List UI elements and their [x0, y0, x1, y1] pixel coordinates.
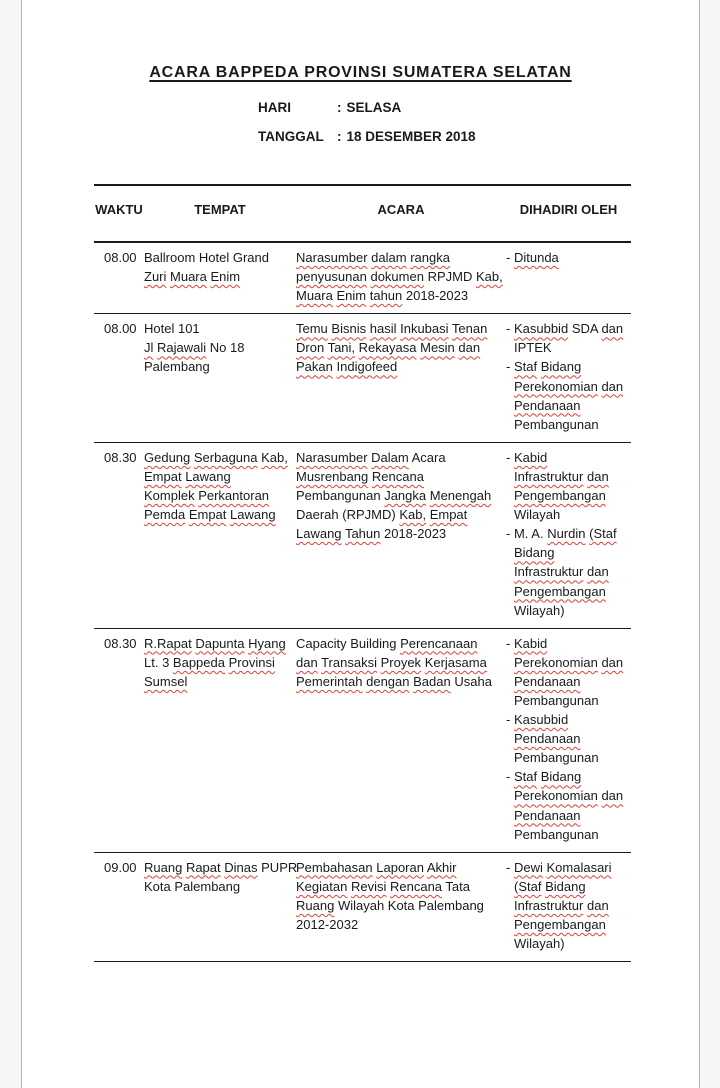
text-line: [144, 634, 296, 653]
text-line: [296, 467, 506, 486]
misspelled-word: Menengah: [429, 488, 492, 504]
misspelled-word: Bidang: [514, 545, 555, 561]
cell-dihadiri: [506, 858, 631, 953]
text-line: [296, 357, 506, 376]
misspelled-word: Musrenbang: [296, 468, 369, 484]
misspelled-word: Muara: [296, 288, 333, 304]
text-line: [506, 338, 631, 357]
misspelled-word: Nurdin: [547, 526, 586, 542]
word: -: [506, 859, 511, 875]
word: - M. A.: [506, 526, 544, 542]
misspelled-word: Bidang: [545, 878, 586, 894]
text-line: [506, 467, 631, 486]
text-line: [296, 505, 506, 524]
misspelled-word: Komalasari: [546, 859, 612, 875]
misspelled-word: Staf: [513, 359, 538, 375]
misspelled-word: Tenan: [451, 321, 488, 337]
text-line: [144, 653, 296, 672]
word: 08.00: [104, 321, 137, 337]
cell-waktu: [94, 634, 144, 844]
word: Kota Palembang: [144, 878, 241, 894]
text-line: [104, 634, 144, 653]
text-line: [506, 825, 631, 844]
info-line-hari: [258, 100, 699, 115]
misspelled-word: Dron: [296, 340, 325, 356]
word: 2018-2023: [383, 526, 447, 542]
misspelled-word: Bidang: [540, 359, 582, 375]
word: -: [506, 321, 511, 337]
text-line: [506, 562, 631, 581]
misspelled-word: Transaksi: [321, 654, 377, 670]
misspelled-word: Empat: [429, 507, 468, 523]
misspelled-word: Badan: [413, 673, 451, 689]
misspelled-word: Bisnis: [331, 321, 367, 337]
column-header: DIHADIRI OLEH: [519, 202, 618, 217]
word: -: [506, 359, 511, 375]
word: Daerah (RPJMD): [296, 507, 396, 523]
word: 2018-2023: [405, 288, 469, 304]
text-line: [296, 877, 506, 896]
word: Wilayah): [514, 602, 565, 618]
text-line: [144, 248, 296, 267]
misspelled-word: Pakan: [296, 359, 333, 375]
tanggal-value: 18 DESEMBER 2018: [346, 129, 476, 144]
column-header: TEMPAT: [194, 202, 246, 217]
word: -: [506, 635, 511, 651]
misspelled-word: Pendanaan: [514, 397, 581, 413]
misspelled-word: Perekonomian: [514, 654, 598, 670]
info-block: [258, 100, 699, 144]
misspelled-word: Tani,: [327, 340, 356, 356]
misspelled-word: dokumen: [370, 269, 424, 285]
misspelled-word: hasil: [369, 321, 397, 337]
word: Hotel 101: [144, 321, 200, 337]
text-line: [296, 448, 506, 467]
tanggal-separator: :: [337, 129, 342, 144]
word: Pembangunan: [514, 826, 599, 842]
text-line: [506, 934, 631, 953]
table-body: [94, 243, 631, 962]
misspelled-word: Kab,: [475, 269, 503, 285]
misspelled-word: dalam: [371, 250, 407, 265]
misspelled-word: (Staf: [589, 526, 617, 542]
misspelled-word: Komplek: [144, 488, 195, 504]
misspelled-word: dan: [296, 654, 318, 670]
misspelled-word: Kab,: [261, 449, 288, 465]
misspelled-word: Empat: [144, 468, 182, 484]
text-line: [506, 524, 631, 543]
cell-acara: [296, 319, 506, 434]
misspelled-word: Gedung: [144, 449, 191, 465]
table-row: [94, 243, 631, 314]
misspelled-word: Ruang: [144, 859, 183, 875]
text-line: [506, 748, 631, 767]
text-line: [506, 486, 631, 505]
misspelled-word: Perencanaan: [400, 635, 478, 651]
hari-separator: :: [337, 100, 342, 115]
cell-acara: [296, 634, 506, 844]
misspelled-word: Infrastruktur: [514, 564, 584, 580]
misspelled-word: Rekayasa: [358, 340, 417, 356]
misspelled-word: Kegiatan: [296, 878, 348, 894]
column-header: ACARA: [377, 202, 425, 217]
misspelled-word: Pemerintah: [296, 673, 363, 689]
text-line: [506, 357, 631, 376]
cell-dihadiri: [506, 319, 631, 434]
word: 2012-2032: [296, 917, 359, 932]
misspelled-word: Empat: [188, 507, 227, 523]
text-line: [144, 877, 296, 896]
hari-label: HARI: [258, 100, 291, 115]
text-line: [506, 396, 631, 415]
misspelled-word: rangka: [410, 250, 450, 265]
text-line: [296, 858, 506, 877]
text-line: [144, 338, 296, 357]
table-row: [94, 853, 631, 962]
misspelled-word: Mesin: [420, 340, 455, 356]
word: Wilayah): [514, 936, 565, 952]
misspelled-word: Kabid: [513, 635, 548, 651]
misspelled-word: Pembahasan: [296, 859, 373, 875]
misspelled-word: tahun: [369, 288, 403, 304]
text-line: [506, 915, 631, 934]
word: Pembangunan: [514, 750, 599, 766]
text-line: [506, 786, 631, 805]
misspelled-word: Perekonomian: [514, 788, 598, 804]
misspelled-word: Provinsi: [228, 654, 275, 670]
text-line: [104, 248, 144, 267]
text-line: [506, 543, 631, 562]
text-line: [506, 377, 631, 396]
misspelled-word: Infrastruktur: [514, 468, 584, 484]
text-line: [506, 691, 631, 710]
misspelled-word: Kasubbid: [513, 712, 569, 728]
word: 08.30: [104, 635, 137, 651]
misspelled-word: Narasumber: [296, 449, 368, 465]
cell-dihadiri: [506, 248, 631, 305]
word: IPTEK: [514, 340, 552, 356]
misspelled-word: Kabid: [513, 449, 548, 465]
misspelled-word: Dalam: [371, 449, 409, 465]
text-line: [104, 858, 144, 877]
text-line: [506, 582, 631, 601]
word: No 18: [209, 340, 245, 356]
cell-tempat: [144, 858, 296, 953]
text-line: [506, 319, 631, 338]
misspelled-word: Dapunta: [195, 635, 245, 651]
misspelled-word: dan: [601, 654, 624, 670]
misspelled-word: Lawang: [296, 526, 342, 542]
misspelled-word: Akhir: [426, 859, 457, 875]
text-line: [296, 486, 506, 505]
table-header-row: [94, 186, 631, 243]
misspelled-word: Jl: [144, 340, 154, 356]
misspelled-word: Infrastruktur: [514, 897, 584, 913]
text-line: [144, 672, 296, 691]
text-line: [296, 634, 506, 653]
misspelled-word: Enim: [210, 269, 241, 285]
cell-tempat: [144, 634, 296, 844]
text-line: [506, 896, 631, 915]
schedule-table: [94, 184, 631, 962]
text-line: [144, 858, 296, 877]
text-line: [506, 767, 631, 786]
word: Tata: [445, 878, 470, 894]
text-line: [506, 877, 631, 896]
misspelled-word: Pengembangan: [514, 488, 606, 504]
misspelled-word: Kab,: [399, 507, 427, 523]
misspelled-word: Perekonomian: [514, 378, 598, 394]
text-line: [144, 467, 296, 486]
text-line: [296, 896, 506, 915]
misspelled-word: Lawang: [230, 507, 276, 523]
word: Pembangunan: [296, 488, 381, 504]
text-line: [506, 505, 631, 524]
misspelled-word: dan: [586, 468, 609, 484]
text-line: [144, 448, 296, 467]
misspelled-word: (Staf: [514, 878, 542, 894]
cell-acara: [296, 858, 506, 953]
misspelled-word: Pendanaan: [514, 807, 581, 823]
text-line: [506, 601, 631, 620]
misspelled-word: Pendanaan: [514, 731, 581, 747]
cell-dihadiri: [506, 448, 631, 620]
text-line: [144, 267, 296, 286]
text-line: [104, 448, 144, 467]
table-row: [94, 443, 631, 629]
text-line: [506, 806, 631, 825]
text-line: [506, 448, 631, 467]
cell-waktu: [94, 858, 144, 953]
word: -: [506, 769, 511, 785]
word: Capacity Building: [296, 635, 397, 651]
text-line: [144, 505, 296, 524]
word: Pembangunan: [514, 692, 599, 708]
misspelled-word: dan: [601, 378, 624, 394]
misspelled-word: Pendanaan: [514, 673, 581, 689]
word: Lt. 3: [144, 654, 170, 670]
tanggal-label: TANGGAL: [258, 129, 324, 144]
text-line: [296, 672, 506, 691]
misspelled-word: dan: [586, 897, 609, 913]
misspelled-word: Pemda: [144, 507, 186, 523]
cell-tempat: [144, 319, 296, 434]
misspelled-word: Perkantoran: [198, 488, 270, 504]
cell-acara: [296, 448, 506, 620]
misspelled-word: Pengembangan: [514, 583, 606, 599]
misspelled-word: dan: [601, 788, 624, 804]
misspelled-word: Hyang: [248, 635, 286, 651]
word: 08.30: [104, 449, 137, 465]
word: 08.00: [104, 250, 137, 265]
misspelled-word: dengan: [366, 673, 410, 689]
misspelled-word: Kasubbid: [513, 321, 569, 337]
document-title: ACARA BAPPEDA PROVINSI SUMATERA SELATAN: [149, 64, 572, 81]
text-line: [144, 357, 296, 376]
word: Palembang: [144, 359, 210, 375]
word: -: [506, 449, 511, 465]
table-row: [94, 314, 631, 443]
misspelled-word: Temu: [296, 321, 328, 337]
misspelled-word: Bidang: [540, 769, 582, 785]
cell-waktu: [94, 448, 144, 620]
word: PUPR: [261, 859, 298, 875]
word: 09.00: [104, 859, 137, 875]
misspelled-word: Staf: [513, 769, 538, 785]
word: Wilayah: [514, 507, 561, 523]
word: SDA: [571, 321, 598, 337]
misspelled-word: Rajawali: [157, 340, 207, 356]
misspelled-word: Laporan: [376, 859, 424, 875]
misspelled-word: Indigofeed: [336, 359, 398, 375]
misspelled-word: Rencana: [389, 878, 443, 894]
misspelled-word: Pengembangan: [514, 917, 606, 932]
misspelled-word: dan: [458, 340, 481, 356]
cell-waktu: [94, 248, 144, 305]
misspelled-word: Zuri: [144, 269, 167, 285]
misspelled-word: penyusunan: [296, 269, 367, 285]
misspelled-word: Enim: [336, 288, 367, 304]
text-line: [506, 729, 631, 748]
misspelled-word: Rencana: [371, 468, 424, 484]
misspelled-word: Rapat: [185, 859, 221, 875]
misspelled-word: Dewi: [513, 859, 543, 875]
misspelled-word: Revisi: [350, 878, 387, 894]
misspelled-word: Proyek: [380, 654, 422, 670]
word: Pembangunan: [514, 416, 599, 432]
text-line: [104, 319, 144, 338]
word: RPJMD: [427, 269, 473, 285]
word: Wilayah Kota Palembang: [337, 897, 484, 913]
misspelled-word: Ditunda: [513, 250, 559, 265]
text-line: [296, 524, 506, 543]
misspelled-word: Narasumber: [296, 250, 368, 265]
text-line: [144, 319, 296, 338]
word: -: [506, 250, 511, 265]
misspelled-word: Lawang: [185, 468, 231, 484]
cell-waktu: [94, 319, 144, 434]
text-line: [296, 338, 506, 357]
misspelled-word: Muara: [170, 269, 207, 285]
text-line: [296, 267, 506, 286]
text-line: [506, 710, 631, 729]
table-row: [94, 629, 631, 853]
text-line: [296, 915, 506, 934]
text-line: [506, 672, 631, 691]
text-line: [296, 248, 506, 267]
misspelled-word: Jangka: [384, 488, 427, 504]
misspelled-word: Kerjasama: [424, 654, 487, 670]
hari-value: SELASA: [346, 100, 402, 115]
misspelled-word: Tahun: [344, 526, 381, 542]
text-line: [506, 634, 631, 653]
cell-tempat: [144, 248, 296, 305]
text-line: [296, 286, 506, 305]
misspelled-word: Dinas: [224, 859, 258, 875]
misspelled-word: Bappeda: [172, 654, 225, 670]
misspelled-word: R.Rapat: [144, 635, 192, 651]
word: Ballroom Hotel Grand: [144, 250, 269, 265]
misspelled-word: Ruang: [296, 897, 335, 913]
misspelled-word: Sumsel: [144, 673, 188, 689]
info-line-tanggal: [258, 129, 699, 144]
text-line: [506, 415, 631, 434]
misspelled-word: Serbaguna: [193, 449, 258, 465]
cell-tempat: [144, 448, 296, 620]
text-line: [296, 653, 506, 672]
misspelled-word: Inkubasi: [400, 321, 449, 337]
cell-dihadiri: [506, 634, 631, 844]
word: -: [506, 712, 511, 728]
text-line: [506, 248, 631, 267]
text-line: [296, 319, 506, 338]
column-header: WAKTU: [95, 202, 143, 217]
word: Acara: [411, 449, 446, 465]
text-line: [144, 486, 296, 505]
text-line: [506, 653, 631, 672]
word: Usaha: [454, 673, 492, 689]
text-line: [506, 858, 631, 877]
document-page: [21, 0, 700, 1088]
cell-acara: [296, 248, 506, 305]
misspelled-word: dan: [586, 564, 609, 580]
misspelled-word: dan: [601, 321, 624, 337]
